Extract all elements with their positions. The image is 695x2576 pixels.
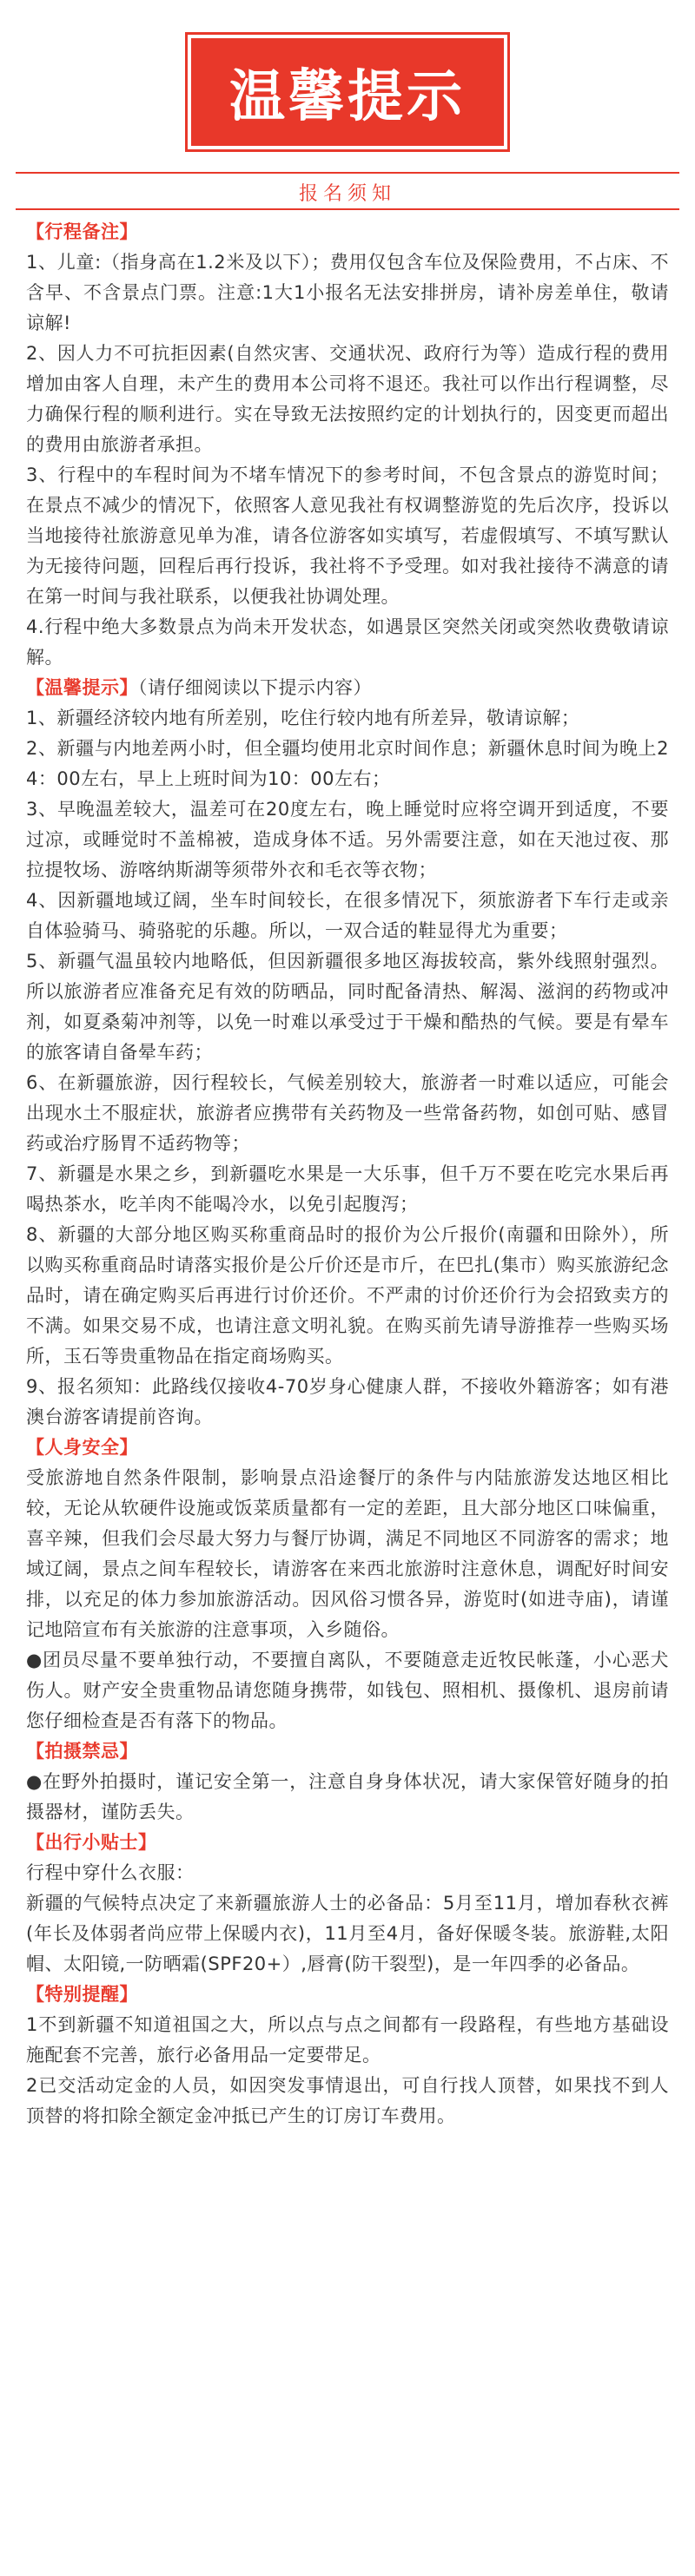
banner-title: 温馨提示: [188, 35, 507, 149]
subheader-label: 报名须知: [298, 183, 396, 205]
subheader-rule-top: [16, 172, 679, 174]
paragraph: 新疆的气候特点决定了来新疆旅游人士的必备品：5月至11月，增加春秋衣裤(年长及体弱者尚应带上保暖内衣)，11月至4月，备好保暖冬装。旅游鞋,太阳帽、太阳镜,一防晒霜(SPF20+）,唇膏(防干裂型)，是一年四季的必备品。: [26, 1893, 669, 1974]
paragraph: 4、因新疆地域辽阔，坐车时间较长，在很多情况下，须旅游者下车行走或亲自体验骑马、骑骆驼的乐趣。所以，一双合适的鞋显得尤为重要；: [26, 890, 669, 941]
section-title: 【人身安全】: [26, 1437, 138, 1458]
section-heading-itinerary: [26, 217, 669, 247]
paragraph: 受旅游地自然条件限制，影响景点沿途餐厅的条件与内陆旅游发达地区相比较，无论从软硬件设施或饭菜质量都有一定的差距，且大部分地区口味偏重，喜辛辣，但我们会尽最大努力与餐厅协调，满足不同地区不同游客的需求；地域辽阔，景点之间车程较长，请游客在来西北旅游时注意休息，调配好时间安排，以充足的体力参加旅游活动。因风俗习惯各异，游览时(如进寺庙)，请谨记地陪宣布有关旅游的注意事项，入乡随俗。: [26, 1467, 669, 1640]
section-heading-safety: [26, 1433, 669, 1463]
section-note: （请仔细阅读以下提示内容）: [138, 677, 372, 698]
paragraph: 2、因人力不可抗拒因素(自然灾害、交通状况、政府行为等）造成行程的费用增加由客人自理，未产生的费用本公司将不退还。我社可以作出行程调整，尽力确保行程的顺利进行。实在导致无法按照约定的计划执行的，因变更而超出的费用由旅游者承担。: [26, 343, 669, 455]
section-heading-special: [26, 1980, 669, 2010]
section-title: 【行程备注】: [26, 221, 138, 242]
paragraph: 9、报名须知：此路线仅接收4-70岁身心健康人群，不接收外籍游客；如有港澳台游客请提前咨询。: [26, 1376, 669, 1427]
subheader: [16, 172, 679, 210]
paragraph: 6、在新疆旅游，因行程较长，气候差别较大，旅游者一时难以适应，可能会出现水土不服症状，旅游者应携带有关药物及一些常备药物，如创可贴、感冒药或治疗肠胃不适药物等；: [26, 1072, 669, 1154]
paragraph: 1不到新疆不知道祖国之大，所以点与点之间都有一段路程，有些地方基础设施配套不完善，旅行必备用品一定要带足。: [26, 2014, 669, 2065]
paragraph: ●在野外拍摄时，谨记安全第一，注意自身身体状况，请大家保管好随身的拍摄器材，谨防丢失。: [26, 1771, 669, 1822]
section-heading-travel-tips: [26, 1828, 669, 1858]
section-heading-photo: [26, 1736, 669, 1767]
section-title: 【特别提醒】: [26, 1984, 138, 2005]
paragraph: 8、新疆的大部分地区购买称重商品时的报价为公斤报价(南疆和田除外），所以购买称重商品时请落实报价是公斤价还是市斤，在巴扎(集市）购买旅游纪念品时，请在确定购买后再进行讨价还价。不严肃的讨价还价行为会招致卖方的不满。如果交易不成，也请注意文明礼貌。在购买前先请导游推荐一些购买场所，玉石等贵重物品在指定商场购买。: [26, 1224, 669, 1367]
subheader-rule-bottom: [16, 208, 679, 210]
paragraph: ●团员尽量不要单独行动，不要擅自离队，不要随意走近牧民帐蓬，小心恶犬伤人。财产安全贵重物品请您随身携带，如钱包、照相机、摄像机、退房前请您仔细检查是否有落下的物品。: [26, 1650, 669, 1731]
paragraph: 3、行程中的车程时间为不堵车情况下的参考时间，不包含景点的游览时间；在景点不减少的情况下，依照客人意见我社有权调整游览的先后次序，投诉以当地接待社旅游意见单为准，请各位游客如实填写，若虚假填写、不填写默认为无接待问题，回程后再行投诉，我社将不予受理。如对我社接待不满意的请在第一时间与我社联系，以便我社协调处理。: [26, 464, 669, 607]
paragraph: 2已交活动定金的人员，如因突发事情退出，可自行找人顶替，如果找不到人顶替的将扣除全额定金冲抵已产生的订房订车费用。: [26, 2075, 669, 2126]
notice-content: [26, 217, 669, 2131]
paragraph: 1、新疆经济较内地有所差别，吃住行较内地有所差异，敬请谅解；: [26, 708, 580, 728]
paragraph: 1、儿童:（指身高在1.2米及以下）；费用仅包含车位及保险费用，不占床、不含早、不含景点门票。注意:1大1小报名无法安排拼房，请补房差单住，敬请谅解!: [26, 252, 669, 333]
paragraph: 4.行程中绝大多数景点为尚未开发状态，如遇景区突然关闭或突然收费敬请谅解。: [26, 616, 669, 668]
paragraph: 5、新疆气温虽较内地略低，但因新疆很多地区海拔较高，紫外线照射强烈。所以旅游者应准备充足有效的防晒品，同时配备清热、解渴、滋润的药物或冲剂，如夏桑菊冲剂等，以免一时难以承受过于干燥和酷热的气候。要是有晕车的旅客请自备晕车药；: [26, 951, 669, 1063]
section-title: 【温馨提示】: [26, 677, 138, 698]
paragraph: 3、早晚温差较大，温差可在20度左右，晚上睡觉时应将空调开到适度，不要过凉，或睡觉时不盖棉被，造成身体不适。另外需要注意，如在天池过夜、那拉提牧场、游喀纳斯湖等须带外衣和毛衣等衣物；: [26, 799, 669, 880]
section-title: 【出行小贴士】: [26, 1832, 157, 1853]
paragraph: 7、新疆是水果之乡，到新疆吃水果是一大乐事，但千万不要在吃完水果后再喝热茶水，吃羊肉不能喝冷水，以免引起腹泻；: [26, 1163, 669, 1215]
paragraph: 行程中穿什么衣服：: [26, 1862, 195, 1883]
paragraph: 2、新疆与内地差两小时，但全疆均使用北京时间作息；新疆休息时间为晚上24：00左右，早上上班时间为10：00左右；: [26, 738, 669, 789]
section-title: 【拍摄禁忌】: [26, 1741, 138, 1762]
section-heading-tips: [26, 673, 669, 703]
